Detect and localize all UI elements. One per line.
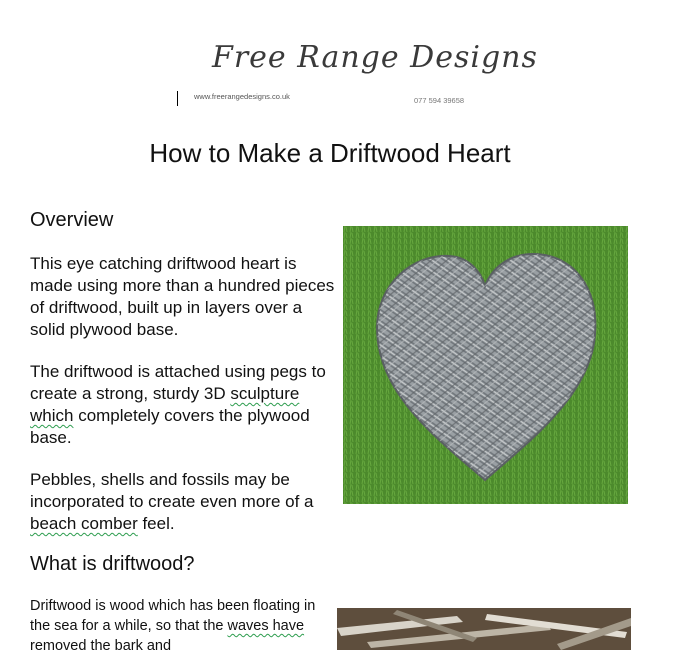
spellcheck-marked-text: waves have (227, 618, 305, 634)
spellcheck-marked-text: beach comber (30, 514, 138, 533)
what-is-driftwood-heading: What is driftwood? (30, 553, 195, 575)
text-cursor (177, 91, 178, 106)
driftwood-heart-photo (343, 226, 628, 504)
overview-paragraph-2 (30, 361, 340, 449)
overview-paragraph-3 (30, 469, 340, 535)
spellcheck-marked-text: sculpture which (30, 384, 300, 425)
driftwood-pile-photo (337, 608, 631, 650)
logo-phone: 077 594 39658 (414, 96, 465, 105)
logo-website: www.freerangedesigns.co.uk (194, 92, 290, 101)
document-title: How to Make a Driftwood Heart (149, 138, 511, 168)
paragraph-text: feel. (137, 514, 175, 533)
paragraph-text: Driftwood is wood which has been floating in the sea for a while, so that the (30, 598, 316, 634)
paragraph-text: Pebbles, shells and fossils may be incorporated to create even more of a (30, 470, 314, 511)
overview-heading: Overview (30, 209, 114, 231)
paragraph-text: removed the bark and (30, 638, 172, 654)
overview-paragraph-1: This eye catching driftwood heart is made using more than a hundred pieces of driftwood, built up in layers over a solid plywood base. (30, 254, 335, 339)
what-is-driftwood-paragraph (30, 596, 330, 656)
logo: Free Range Designs (212, 40, 538, 75)
paragraph-text: completely covers the plywood base. (30, 406, 310, 447)
paragraph-text: The driftwood is attached using pegs to create a strong, sturdy 3D (30, 362, 326, 403)
